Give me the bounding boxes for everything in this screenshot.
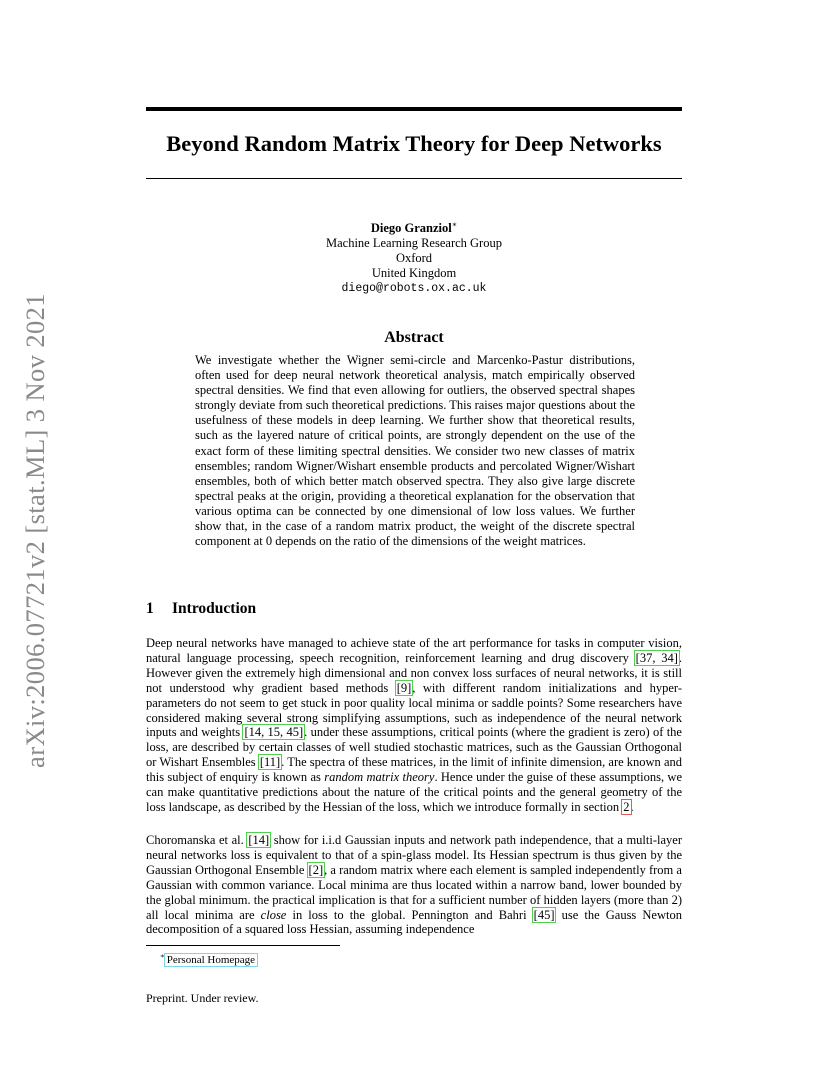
section-heading [146,600,256,618]
text-span: . under these assumptions, critical points (where the gradient is zero) of the loss, are described by certain classes of well studied stochastic matrices, such as the Gaussian Orthogonal or Wishart Ensembles [146,725,682,770]
footnote-mark: ∗ [160,952,165,960]
intro-paragraph-1 [146,636,682,815]
text-span: . [630,799,634,814]
text-span: Deep neural networks have managed to achieve state of the art performance for tasks in computer vision, natural language processing, speech recognition, reinforcement learning and drug discovery [146,636,682,665]
text-span: in loss to the global. Pennington and Bahri [286,907,533,922]
abstract-heading: Abstract [384,329,444,346]
text-span: . However given the extremely high dimensional and non convex loss surfaces of neural networks, it is still not understood why gradient based methods [146,650,682,695]
text-span: Choromanska et al. [146,833,248,847]
author-country: United Kingdom [371,266,457,281]
author-name [371,221,457,235]
citation-link[interactable]: [14, 15, 45] [244,725,304,740]
text-span: show for i.i.d Gaussian inputs and network path independence, that a multi-layer neural networks loss is equivalent to that of a spin-glass model. Its Hessian spectrum is thus given by the Gaussian Orthogonal Ensemble [146,833,683,877]
preprint-note: Preprint. Under review. [146,991,259,1005]
homepage-link[interactable]: Personal Homepage [166,953,256,966]
title-bottom-rule [146,178,682,179]
citation-link[interactable]: [14] [248,833,270,847]
citation-link[interactable]: [37, 34] [635,650,678,665]
section-reference-link[interactable]: 2 [623,799,630,814]
author-email: diego@robots.ox.ac.uk [341,282,487,296]
section-title: Introduction [172,600,257,617]
text-span: . The spectra of these matrices, in the limit of infinite dimension, are known and this subject of enquiry is known as [146,755,682,785]
citation-link[interactable]: [45] [533,907,555,922]
citation-link[interactable]: [9] [396,680,412,695]
footnote [160,950,257,967]
abstract-body: We investigate whether the Wigner semi-circle and Marcenko-Pastur distributions, often used for deep neural network theoretical analysis, match empirically observed spectral densities. We find that even allowing for outliers, the observed spectral shapes strongly deviate from such theoretical predictions. This raises major questions about the usefulness of these models in deep learning. We further show that theoretical results, such as the layered nature of critical points, are strongly dependent on the use of the exact form of these limiting spectral densities. We consider two new classes of matrix ensembles; random Wigner/Wishart ensemble products and percolated Wigner/Wishart ensembles, both of which better match observed spectra. They also give large discrete spectral peaks at the origin, providing a theoretical explanation for the observation that various optima can be connected by one dimensional of low loss values. We further show that, in the case of a random matrix product, the weight of the discrete spectral component at 0 depends on the ratio of the dimensions of the weight matrices. [195,353,635,549]
author-line [146,217,682,236]
arxiv-stamp [10,290,60,770]
citation-link[interactable]: [2] [308,862,324,877]
title-top-rule [146,107,682,111]
text-span: . Hence under the guise of these assumptions, we can make quantitative predictions about the nature of the critical points and the general geometry of the loss landscape, as described by the Hessian of the loss, which we introduce formally in section [146,770,682,814]
author-footnote-mark[interactable]: ∗ [451,220,458,229]
text-span: , with different random initializations and hyper-parameters do not seem to get stuck in poor quality local minima or saddle points? Some researchers have considered making several strong simplifying assumptions, such as independence of the neural network inputs and weights [146,680,682,740]
emphasis-text: random matrix theory [324,770,435,785]
text-span: use the Gauss Newton decomposition of a squared loss Hessian, assuming independence [146,907,682,937]
section-number: 1 [146,600,154,617]
text-span: , a random matrix where each element is sampled independently from a Gaussian with common variance. Local minima are thus located within a narrow band, lower bounded by the global minimum. the practical implication is that for a sufficient number of hidden layers (more than 2) all local minima are [146,862,682,922]
citation-link[interactable]: [11] [259,755,281,770]
author-city: Oxford [395,251,433,266]
author-affiliation: Machine Learning Research Group [326,236,502,251]
author-block [146,217,682,296]
paper-title: Beyond Random Matrix Theory for Deep Networks [166,131,662,156]
arxiv-id-text: arXiv:2006.07721v2 [stat.ML] 3 Nov 2021 [19,292,50,768]
intro-paragraph-2 [146,833,682,937]
author-name-text: Diego Granziol [370,221,452,236]
footnote-rule [146,945,340,946]
emphasis-text: close [260,907,287,922]
